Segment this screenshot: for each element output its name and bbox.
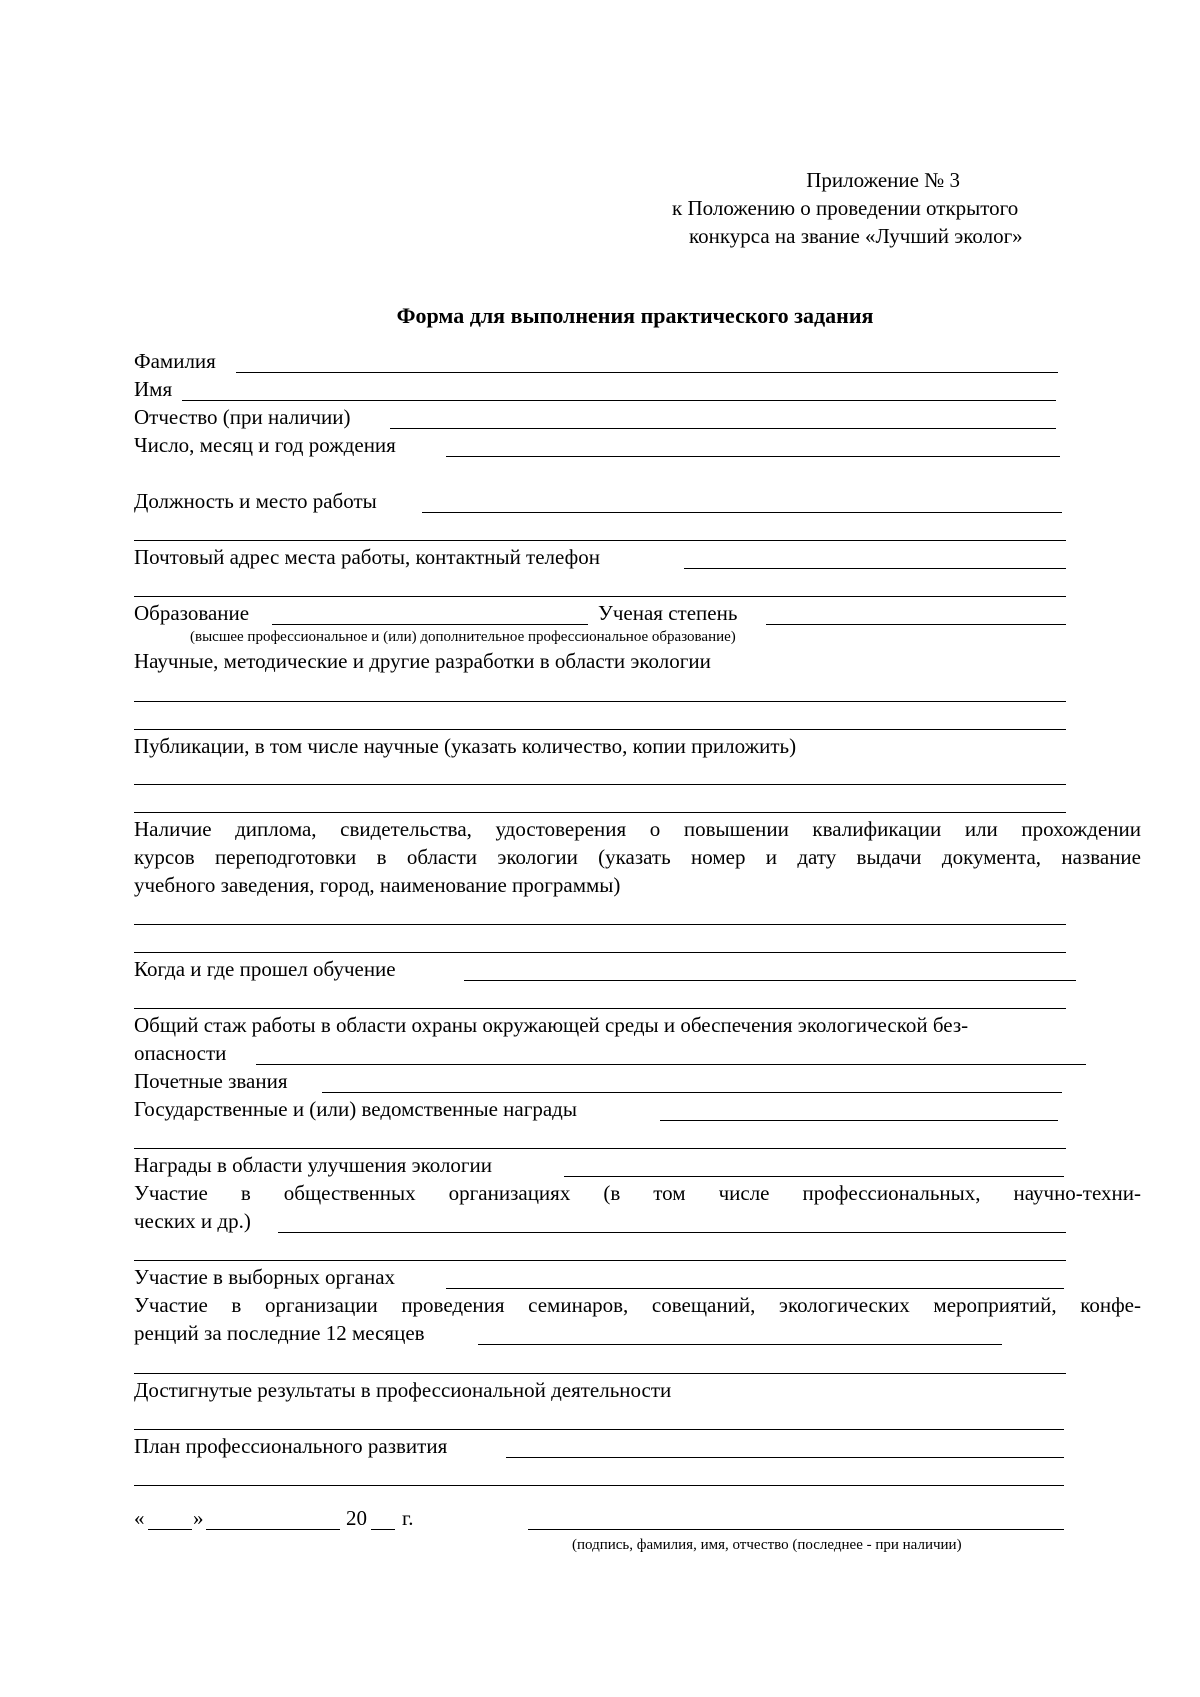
education-hint: (высшее профессиональное и (или) дополнительное профессиональное образование): [190, 629, 736, 645]
diploma-line-1[interactable]: [134, 924, 1066, 925]
publications-line-1[interactable]: [134, 784, 1066, 785]
education-label: Образование: [134, 601, 250, 625]
elected-input-line[interactable]: [446, 1288, 1064, 1289]
birth-date-label: Число, месяц и год рождения: [134, 433, 396, 457]
patronymic-input-line[interactable]: [390, 428, 1056, 429]
date-month-line[interactable]: [206, 1529, 340, 1530]
results-label: Достигнутые результаты в профессиональной деятельности: [134, 1378, 672, 1402]
honorary-label: Почетные звания: [134, 1069, 288, 1093]
signature-hint: (подпись, фамилия, имя, отчество (последнее - при наличии): [572, 1537, 962, 1553]
page-title: Форма для выполнения практического задания: [396, 303, 874, 328]
address-input-line[interactable]: [684, 568, 1066, 569]
experience-input-line[interactable]: [256, 1064, 1086, 1065]
training-extra-line[interactable]: [134, 1008, 1066, 1009]
appendix-number: Приложение № 3: [806, 168, 960, 192]
date-year-suffix: г.: [402, 1506, 414, 1530]
developments-line-1[interactable]: [134, 701, 1066, 702]
birth-date-input-line[interactable]: [446, 456, 1060, 457]
eco-awards-input-line[interactable]: [564, 1176, 1064, 1177]
diploma-line-2[interactable]: [134, 952, 1066, 953]
results-line[interactable]: [134, 1429, 1064, 1430]
state-awards-input-line[interactable]: [660, 1120, 1058, 1121]
training-input-line[interactable]: [464, 980, 1076, 981]
patronymic-label: Отчество (при наличии): [134, 405, 351, 429]
appendix-contest: конкурса на звание «Лучший эколог»: [689, 224, 1023, 248]
appendix-reference: к Положению о проведении открытого: [672, 196, 1019, 220]
public-orgs-text-line-1: Участие в общественных организациях (в том числе профессиональных, научно-техни-: [134, 1181, 1141, 1205]
seminars-text-line-1: Участие в организации проведения семинаров, совещаний, экологических мероприятий, конфе-: [134, 1293, 1141, 1317]
address-extra-line[interactable]: [134, 596, 1066, 597]
publications-label: Публикации, в том числе научные (указать количество, копии приложить): [134, 734, 797, 758]
degree-label: Ученая степень: [598, 601, 738, 625]
education-input-line[interactable]: [272, 624, 588, 625]
position-label: Должность и место работы: [134, 489, 377, 513]
training-label: Когда и где прошел обучение: [134, 957, 396, 981]
public-orgs-extra-line[interactable]: [134, 1260, 1066, 1261]
date-year-line[interactable]: [371, 1529, 395, 1530]
diploma-text-line-2: курсов переподготовки в области экологии (указать номер и дату выдачи документа, название: [134, 845, 1141, 869]
plan-extra-line[interactable]: [134, 1485, 1064, 1486]
experience-text-line-2: опасности: [134, 1041, 227, 1065]
state-awards-extra-line[interactable]: [134, 1148, 1066, 1149]
seminars-text-line-2: ренций за последние 12 месяцев: [134, 1321, 425, 1345]
position-extra-line[interactable]: [134, 540, 1066, 541]
honorary-input-line[interactable]: [322, 1092, 1062, 1093]
publications-line-2[interactable]: [134, 812, 1066, 813]
public-orgs-text-line-2: ческих и др.): [134, 1209, 251, 1233]
plan-label: План профессионального развития: [134, 1434, 448, 1458]
eco-awards-label: Награды в области улучшения экологии: [134, 1153, 493, 1177]
experience-text-line-1: Общий стаж работы в области охраны окружающей среды и обеспечения экологической без-: [134, 1013, 969, 1037]
state-awards-label: Государственные и (или) ведомственные награды: [134, 1097, 577, 1121]
surname-label: Фамилия: [134, 349, 216, 373]
date-open-quote: «: [134, 1506, 145, 1530]
name-label: Имя: [134, 377, 173, 401]
date-year-prefix: 20: [346, 1506, 367, 1530]
diploma-text-line-3: учебного заведения, город, наименование программы): [134, 873, 621, 897]
address-label: Почтовый адрес места работы, контактный телефон: [134, 545, 600, 569]
diploma-text-line-1: Наличие диплома, свидетельства, удостоверения о повышении квалификации или прохождении: [134, 817, 1141, 841]
date-day-line[interactable]: [148, 1529, 192, 1530]
plan-input-line[interactable]: [506, 1457, 1064, 1458]
date-close-quote: »: [193, 1506, 204, 1530]
developments-line-2[interactable]: [134, 729, 1066, 730]
elected-label: Участие в выборных органах: [134, 1265, 396, 1289]
seminars-extra-line[interactable]: [134, 1373, 1066, 1374]
degree-input-line[interactable]: [766, 624, 1066, 625]
public-orgs-input-line[interactable]: [278, 1232, 1066, 1233]
seminars-input-line[interactable]: [478, 1344, 1002, 1345]
surname-input-line[interactable]: [236, 372, 1058, 373]
position-input-line[interactable]: [422, 512, 1062, 513]
signature-line[interactable]: [528, 1529, 1064, 1530]
developments-label: Научные, методические и другие разработки в области экологии: [134, 649, 711, 673]
name-input-line[interactable]: [182, 400, 1056, 401]
